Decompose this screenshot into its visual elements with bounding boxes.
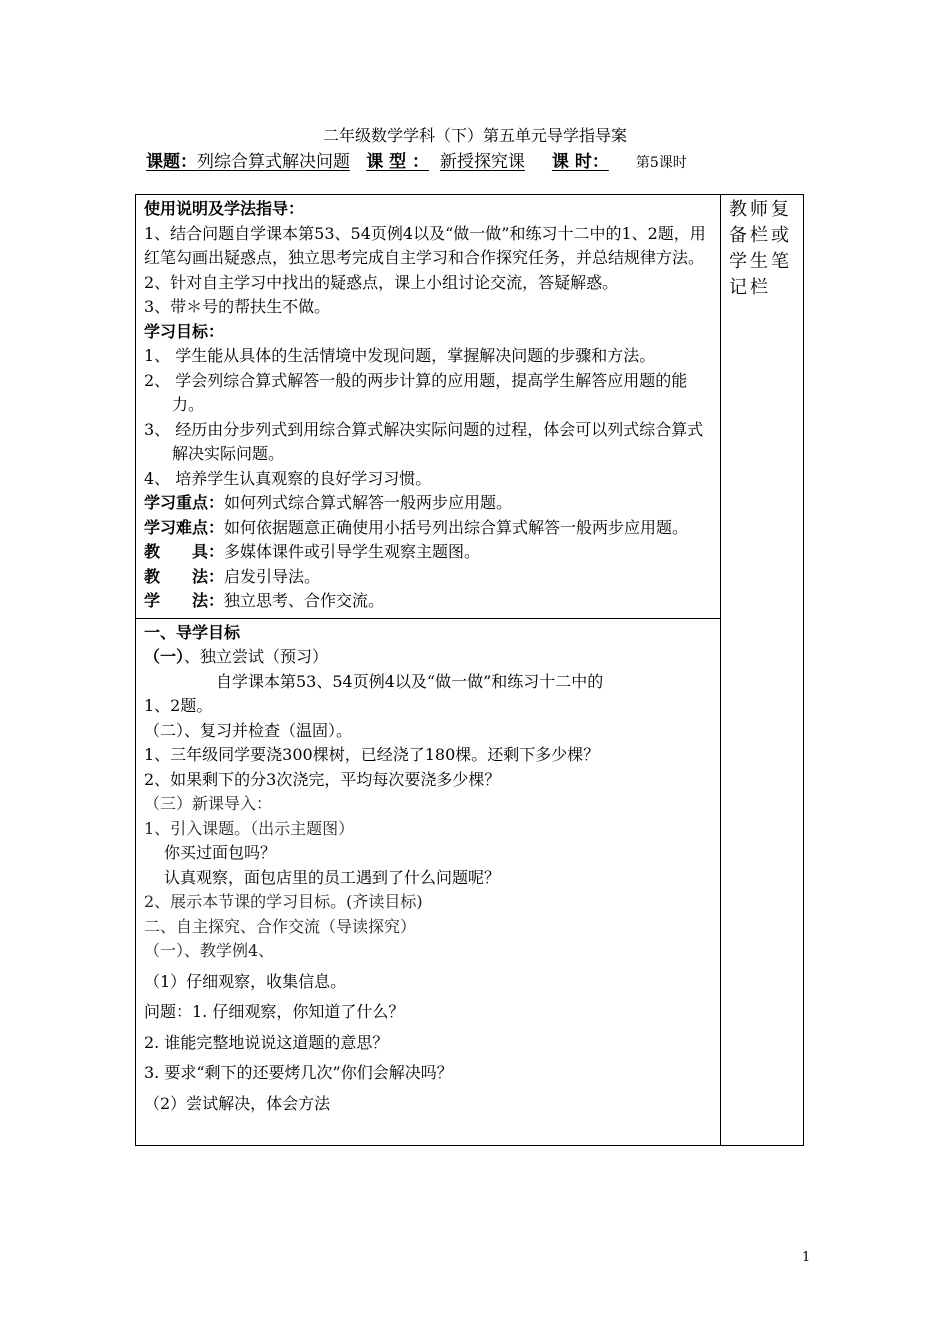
tools-text: 多媒体课件或引导学生观察主题图。 — [224, 542, 481, 561]
goal-item: 3、 经历由分步列式到用综合算式解决实际问题的过程，体会可以列式综合算式解决实际问题。 — [144, 419, 704, 463]
section2-sub1: （一）、教学例4、 — [144, 941, 275, 960]
key-point-text: 如何列式综合算式解答一般两步应用题。 — [224, 493, 513, 512]
intro-question: 认真观察，面包店里的员工遇到了什么问题呢？ — [164, 867, 501, 887]
section1-sub1-body-cont: 1、2题。 — [144, 696, 213, 715]
notes-column — [721, 195, 804, 1146]
teaching-method-label: 教 法： — [144, 566, 225, 586]
intro-item: 1、引入课题。（出示主题图） — [144, 818, 355, 838]
section1-sub2: （二）、复习并检查（温固）。 — [144, 720, 353, 740]
learning-method-text: 独立思考、合作交流。 — [224, 591, 385, 610]
teaching-method-text: 启发引导法。 — [224, 566, 321, 586]
instructions-cell — [136, 195, 721, 619]
course-info-line — [146, 151, 766, 174]
instructions-heading: 使用说明及学法指导： — [144, 199, 305, 218]
goal-item: 2、 学会列综合算式解答一般的两步计算的应用题，提高学生解答应用题的能力。 — [144, 370, 688, 414]
guide-table — [135, 194, 804, 1146]
tools — [144, 540, 712, 565]
period-value: 第5课时 — [635, 155, 687, 171]
difficulty-text: 如何依据题意正确使用小括号列出综合算式解答一般两步应用题。 — [224, 517, 689, 537]
period-label: 课 时： — [551, 152, 609, 172]
teaching-method — [144, 565, 712, 590]
goal-item: 4、 培养学生认真观察的良好学习习惯。 — [144, 468, 432, 488]
review-question: 1、三年级同学要浇300棵树，已经浇了180棵。还剩下多少棵？ — [144, 745, 600, 764]
course-label: 课题： — [146, 152, 197, 172]
section1-sub1-text: 、独立尝试（预习） — [184, 647, 329, 666]
page-number: 1 — [802, 1250, 811, 1265]
step-1: （1）仔细观察，收集信息。 — [144, 971, 347, 991]
type-label: 课 型 ： — [366, 152, 430, 172]
question-2: 2. 谁能完整地说说这道题的意思？ — [144, 1032, 389, 1052]
instruction-item: 3、带＊号的帮扶生不做。 — [144, 297, 331, 316]
instruction-item: 1、结合问题自学课本第53、54页例4以及“做一做”和练习十二中的1、2题，用红笔勾画出疑惑点，独立思考完成自主学习和合作探究任务，并总结规律方法。 — [144, 223, 706, 267]
intro-question: 你买过面包吗？ — [164, 843, 277, 862]
type-value: 新授探究课 — [439, 152, 525, 172]
step-2: （2）尝试解决，体会方法 — [144, 1093, 331, 1113]
section1-sub3: （三）新课导入： — [144, 794, 273, 813]
review-question: 2、如果剩下的分3次浇完，平均每次要浇多少棵？ — [144, 769, 501, 789]
key-point — [144, 491, 712, 516]
course-value: 列综合算式解决问题 — [197, 152, 350, 172]
learning-method — [144, 589, 712, 614]
section1-sub1-body: 自学课本第53、54页例4以及“做一做”和练习十二中的 — [216, 671, 604, 691]
notes-column-label: 教师复备栏或学生笔记栏 — [729, 199, 792, 298]
section1-heading: 一、导学目标 — [144, 622, 241, 642]
section1-sub1 — [144, 645, 712, 670]
question-1: 问题：1. 仔细观察，你知道了什么？ — [144, 1002, 405, 1021]
tools-label: 教 具： — [144, 542, 225, 561]
section2-heading: 二、自主探究、合作交流（导读探究） — [144, 916, 417, 936]
goal-item: 1、 学生能从具体的生活情境中发现问题，掌握解决问题的步骤和方法。 — [144, 346, 656, 365]
document-title: 二年级数学学科（下）第五单元导学指导案 — [322, 126, 627, 145]
difficulty-label: 学习难点： — [144, 517, 225, 537]
question-3: 3. 要求“剩下的还要烤几次”你们会解决吗？ — [144, 1063, 453, 1082]
key-point-label: 学习重点： — [144, 493, 225, 512]
intro-item: 2、展示本节课的学习目标。(齐读目标) — [144, 892, 423, 911]
lesson-cell — [136, 618, 721, 1145]
goals-heading: 学习目标： — [144, 321, 225, 341]
instruction-item: 2、针对自主学习中找出的疑惑点，课上小组讨论交流，答疑解惑。 — [144, 272, 619, 292]
learning-method-label: 学 法： — [144, 591, 225, 610]
difficulty — [144, 516, 712, 541]
section1-sub1-label: （一） — [144, 647, 185, 666]
